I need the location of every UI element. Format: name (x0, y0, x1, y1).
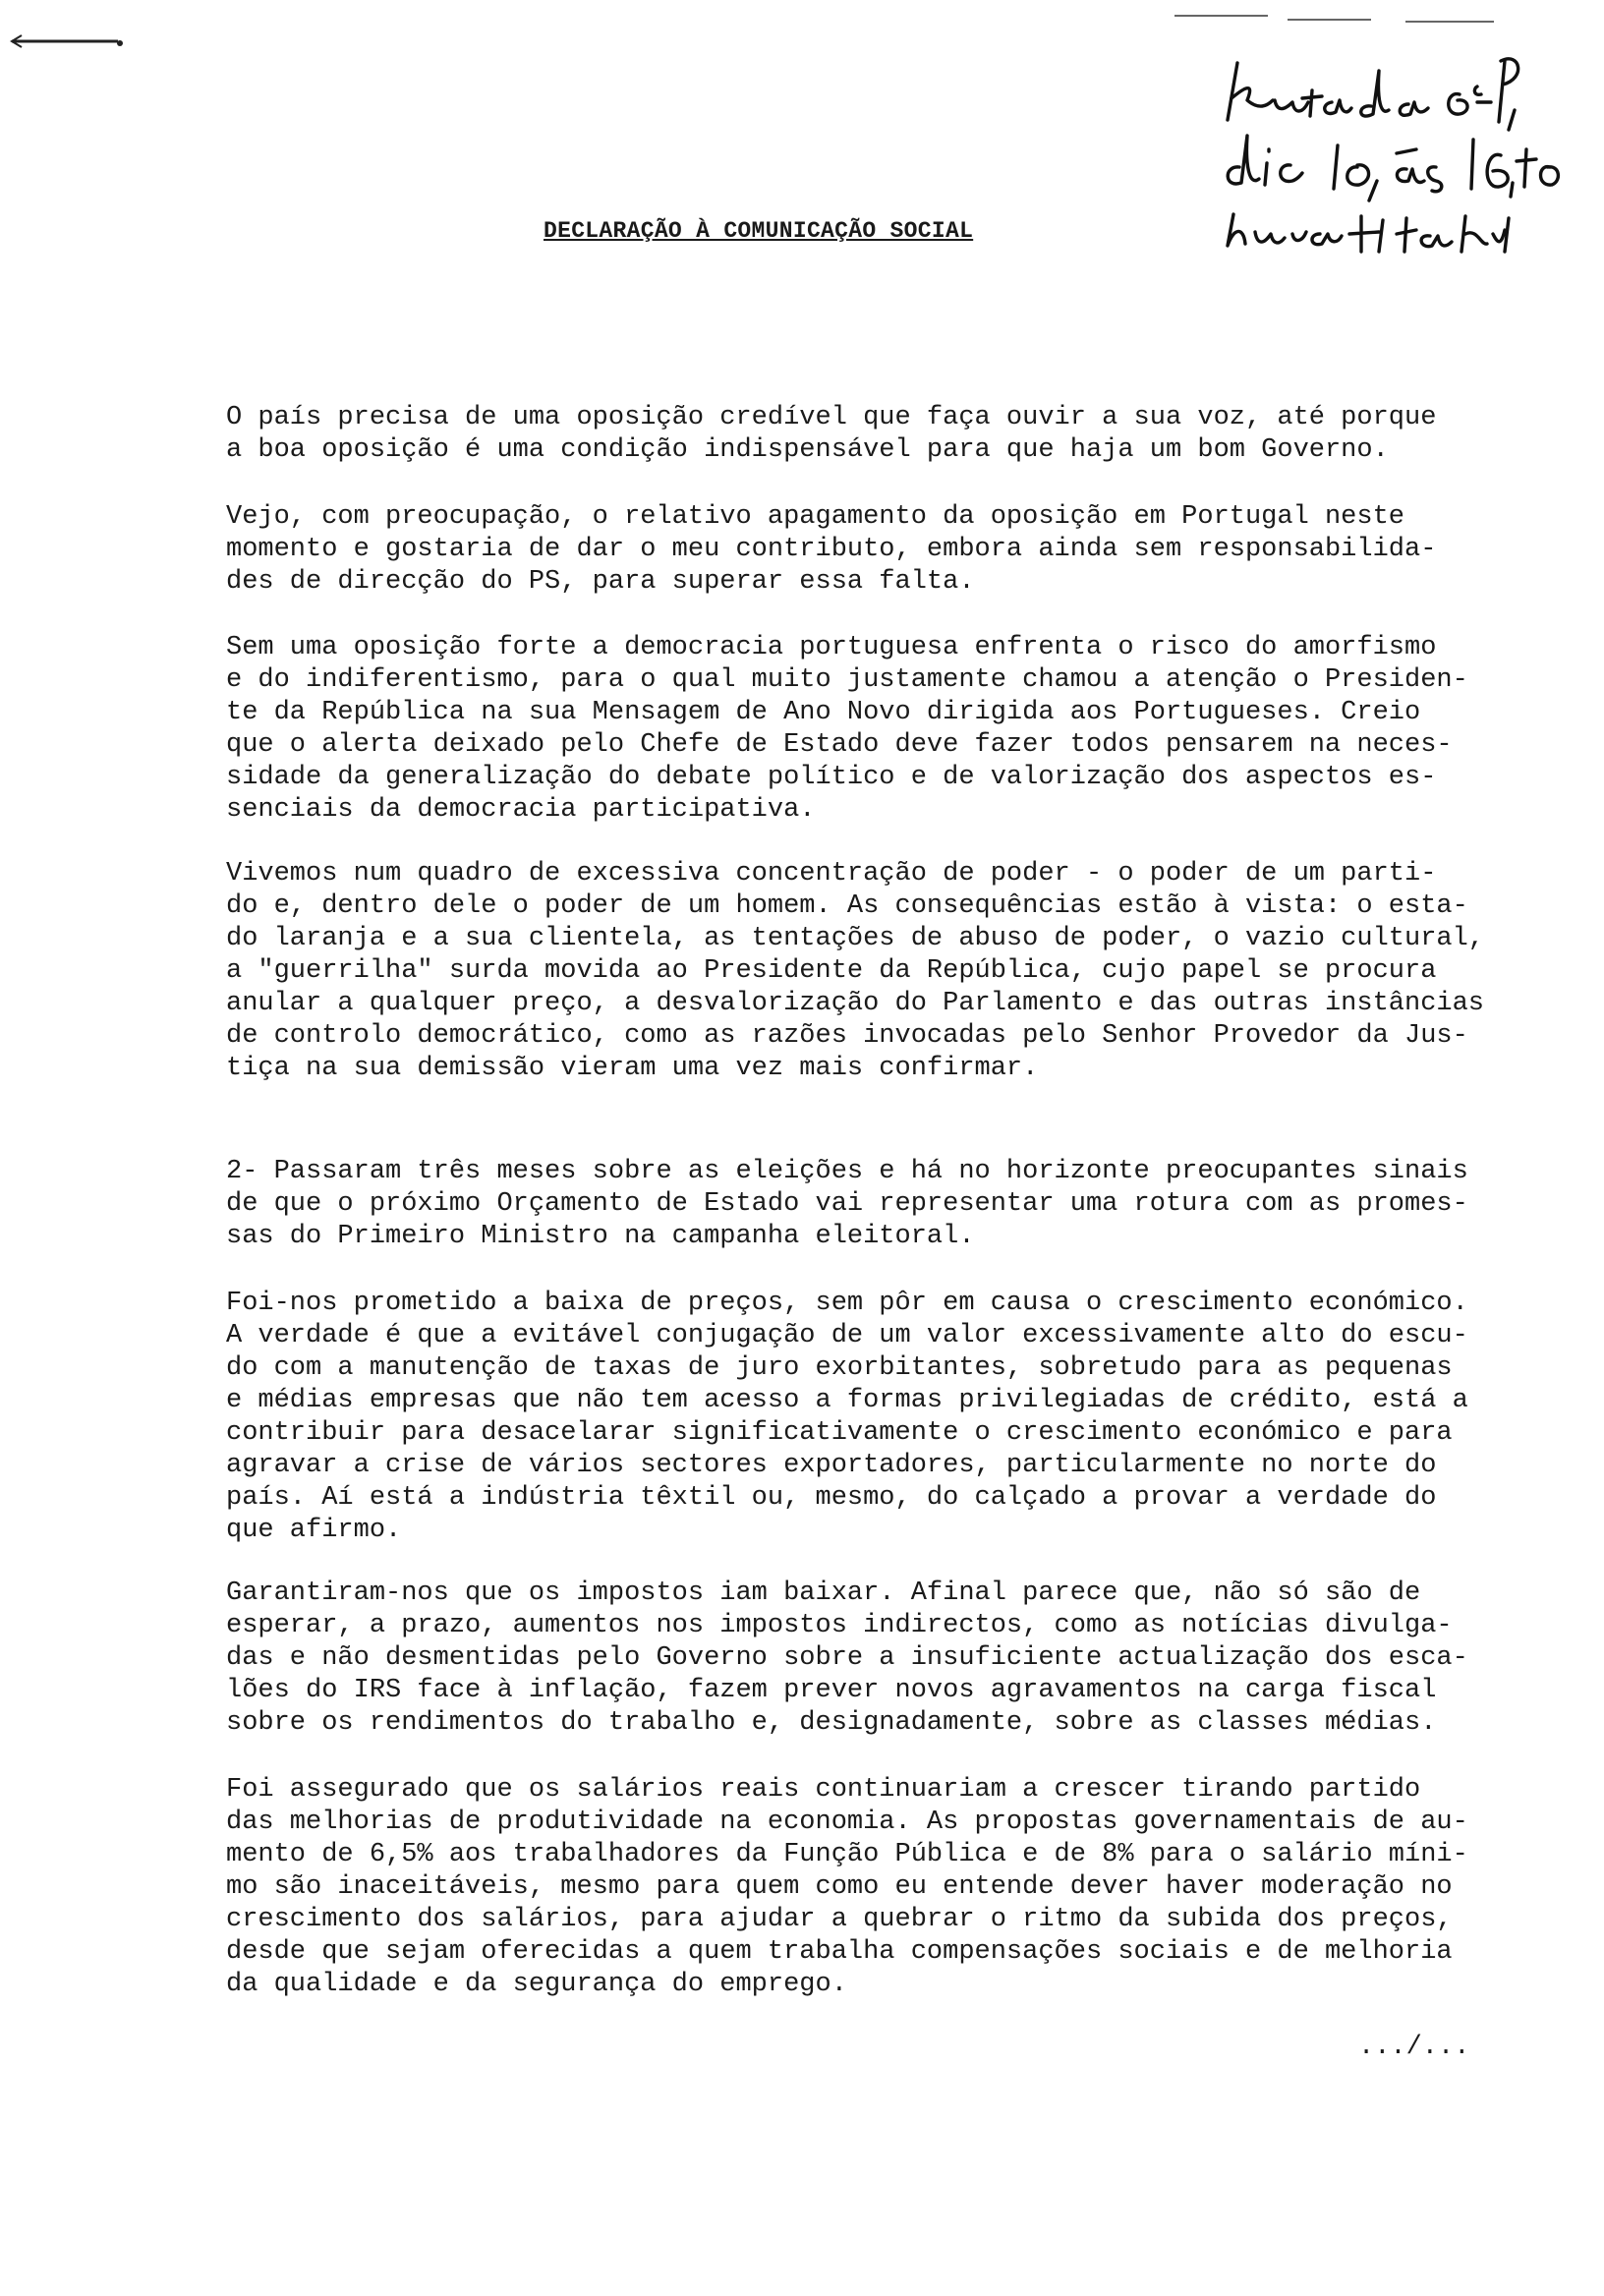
text-line: anular a qualquer preço, a desvalorização do Parlamento e das outras instâncias (226, 989, 1485, 1018)
scan-rule (1405, 21, 1494, 23)
text-line: do e, dentro dele o poder de um homem. As consequências estão à vista: o esta- (226, 891, 1468, 921)
text-line: mo são inaceitáveis, mesmo para quem como eu entende dever haver moderação no (226, 1872, 1453, 1902)
text-line: que afirmo. (226, 1516, 402, 1545)
text-line: sidade da generalização do debate político e de valorização dos aspectos es- (226, 763, 1437, 792)
paragraph (226, 1774, 1504, 2001)
text-line: Vejo, com preocupação, o relativo apagamento da oposição em Portugal neste (226, 502, 1404, 532)
text-line: da qualidade e da segurança do emprego. (226, 1970, 847, 1999)
text-line: contribuir para desacelarar significativamente o crescimento económico e para (226, 1418, 1453, 1448)
scan-rule (1174, 15, 1268, 17)
text-line: A verdade é que a evitável conjugação de um valor excessivamente alto do escu- (226, 1321, 1468, 1350)
text-line: momento e gostaria de dar o meu contributo, embora ainda sem responsabilida- (226, 535, 1437, 564)
text-line: esperar, a prazo, aumentos nos impostos indirectos, como as notícias divulga- (226, 1611, 1453, 1640)
text-line: Vivemos num quadro de excessiva concentração de poder - o poder de um parti- (226, 859, 1437, 889)
text-line: sas do Primeiro Ministro na campanha eleitoral. (226, 1222, 975, 1251)
paragraph (226, 501, 1504, 599)
text-line: do com a manutenção de taxas de juro exorbitantes, sobretudo para as pequenas (226, 1353, 1453, 1383)
scan-arrow-mark (8, 28, 126, 53)
text-line: de controlo democrático, como as razões invocadas pelo Senhor Provedor da Jus- (226, 1021, 1468, 1051)
text-line: e médias empresas que não tem acesso a formas privilegiadas de crédito, está a (226, 1386, 1468, 1415)
text-line: 2- Passaram três meses sobre as eleições e há no horizonte preocupantes sinais (226, 1157, 1468, 1186)
paragraph (226, 402, 1504, 467)
paragraph (226, 858, 1504, 1085)
text-line: das melhorias de produtividade na economia. As propostas governamentais de au- (226, 1808, 1468, 1837)
text-line: a "guerrilha" surda movida ao Presidente da República, cujo papel se procura (226, 956, 1437, 986)
text-line: des de direcção do PS, para superar essa falta. (226, 567, 975, 597)
text-line: mento de 6,5% aos trabalhadores da Função Pública e de 8% para o salário míni- (226, 1840, 1468, 1869)
paragraph (226, 1578, 1504, 1740)
paragraph (226, 1288, 1504, 1547)
text-line: crescimento dos salários, para ajudar a quebrar o ritmo da subida dos preços, (226, 1905, 1453, 1934)
text-line: Sem uma oposição forte a democracia portuguesa enfrenta o risco do amorfismo (226, 633, 1437, 662)
text-line: que o alerta deixado pelo Chefe de Estado deve fazer todos pensarem na neces- (226, 730, 1453, 760)
text-line: Garantiram-nos que os impostos iam baixar. Afinal parece que, não só são de (226, 1578, 1421, 1608)
text-line: de que o próximo Orçamento de Estado vai representar uma rotura com as promes- (226, 1189, 1468, 1219)
text-line: agravar a crise de vários sectores exportadores, particularmente no norte do (226, 1451, 1437, 1480)
text-line: do laranja e a sua clientela, as tentações de abuso de poder, o vazio cultural, (226, 924, 1485, 953)
text-line: te da República na sua Mensagem de Ano Novo dirigida aos Portugueses. Creio (226, 698, 1421, 727)
scan-rule (1288, 19, 1371, 21)
text-line: O país precisa de uma oposição credível que faça ouvir a sua voz, até porque (226, 403, 1437, 432)
handwritten-note (1214, 51, 1568, 262)
text-line: Foi assegurado que os salários reais continuariam a crescer tirando partido (226, 1775, 1421, 1805)
text-line: tiça na sua demissão vieram uma vez mais confirmar. (226, 1054, 1039, 1083)
text-line: Foi-nos prometido a baixa de preços, sem pôr em causa o crescimento económico. (226, 1289, 1468, 1318)
text-line: e do indiferentismo, para o qual muito justamente chamou a atenção o Presiden- (226, 665, 1468, 695)
document-title: DECLARAÇÃO À COMUNICAÇÃO SOCIAL (544, 218, 974, 244)
text-line: a boa oposição é uma condição indispensável para que haja um bom Governo. (226, 435, 1389, 465)
paragraph (226, 632, 1504, 827)
text-line: desde que sejam oferecidas a quem trabalha compensações sociais e de melhoria (226, 1937, 1453, 1967)
text-line: país. Aí está a indústria têxtil ou, mesmo, do calçado a provar a verdade do (226, 1483, 1437, 1513)
text-line: das e não desmentidas pelo Governo sobre a insuficiente actualização dos esca- (226, 1643, 1468, 1673)
text-line: lões do IRS face à inflação, fazem prever novos agravamentos na carga fiscal (226, 1676, 1437, 1705)
continuation-mark: .../... (1358, 2033, 1470, 2062)
text-line: senciais da democracia participativa. (226, 795, 816, 825)
text-line: sobre os rendimentos do trabalho e, designadamente, sobre as classes médias. (226, 1708, 1437, 1738)
paragraph (226, 1156, 1504, 1253)
